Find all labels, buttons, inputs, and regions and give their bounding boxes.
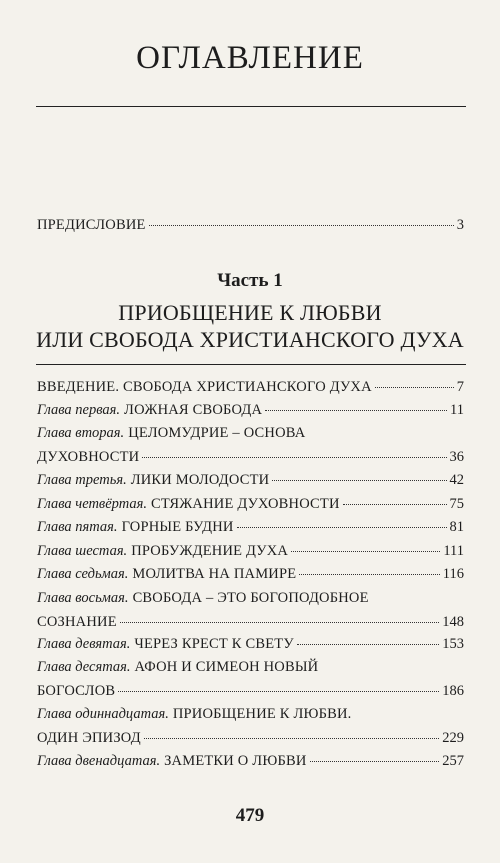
leader-dots — [120, 622, 440, 623]
entry-chapter: Глава одиннадцатая. — [37, 706, 169, 722]
toc-entry — [37, 378, 464, 396]
entry-chapter: Глава шестая. — [37, 543, 128, 559]
leader-dots — [291, 551, 440, 552]
entry-page: 116 — [442, 566, 464, 582]
toc-entry — [37, 495, 464, 513]
toc-heading: ОГЛАВЛЕНИЕ — [136, 40, 364, 76]
leader-dots — [149, 225, 454, 226]
entry-chapter: Глава двенадцатая. — [37, 753, 161, 769]
part-rule — [36, 364, 466, 365]
toc-entry — [37, 565, 464, 583]
entry-page: 148 — [442, 614, 464, 630]
entry-page: 257 — [442, 753, 464, 769]
entry-page: 11 — [450, 402, 464, 418]
leader-dots — [142, 457, 446, 458]
entry-chapter: Глава первая. — [37, 402, 121, 418]
leader-dots — [118, 691, 439, 692]
leader-dots — [310, 761, 440, 762]
entry-chapter: Глава восьмая. — [37, 590, 129, 606]
entry-page: 36 — [449, 449, 464, 465]
entry-chapter: Глава третья. — [37, 472, 127, 488]
entry-title: ЧЕРЕЗ КРЕСТ К СВЕТУ — [134, 636, 294, 652]
entry-chapter: Глава девятая. — [37, 636, 131, 652]
part-title-line-1: ПРИОБЩЕНИЕ К ЛЮБВИ — [118, 300, 382, 325]
part-title-line-2: ИЛИ СВОБОДА ХРИСТИАНСКОГО ДУХА — [36, 327, 464, 352]
entry-title: ПРИОБЩЕНИЕ К ЛЮБВИ. — [172, 706, 352, 722]
leader-dots — [343, 504, 447, 505]
toc-entry — [37, 752, 464, 770]
entry-chapter: Глава седьмая. — [37, 566, 129, 582]
entry-title: СВОБОДА – ЭТО БОГОПОДОБНОЕ — [132, 590, 369, 606]
toc-entry — [37, 705, 464, 747]
entry-page: 153 — [442, 636, 464, 652]
entry-title: ВВЕДЕНИЕ. СВОБОДА ХРИСТИАНСКОГО ДУХА — [37, 379, 372, 395]
entry-page: 186 — [442, 683, 464, 699]
entry-chapter: Глава пятая. — [37, 519, 118, 535]
entry-title: АФОН И СИМЕОН НОВЫЙ — [134, 659, 319, 675]
entry-title-continued: СОЗНАНИЕ — [37, 614, 117, 630]
leader-dots — [272, 480, 446, 481]
leader-dots — [297, 644, 439, 645]
entry-chapter: Глава четвёртая. — [37, 496, 147, 512]
entry-chapter: Глава вторая. — [37, 425, 125, 441]
leader-dots — [375, 387, 454, 388]
entry-page: 7 — [456, 379, 464, 395]
entry-page: 3 — [456, 217, 464, 233]
leader-dots — [299, 574, 440, 575]
toc-entry — [37, 471, 464, 489]
entry-title: ЛИКИ МОЛОДОСТИ — [130, 472, 270, 488]
toc-entry — [37, 542, 464, 560]
entry-title: СТЯЖАНИЕ ДУХОВНОСТИ — [150, 496, 340, 512]
entry-title-continued: ОДИН ЭПИЗОД — [37, 730, 141, 746]
toc-entry — [37, 658, 464, 700]
toc-entry — [37, 401, 464, 419]
entry-page: 75 — [449, 496, 464, 512]
entry-title: ПРОБУЖДЕНИЕ ДУХА — [131, 543, 289, 559]
entry-page: 111 — [443, 543, 464, 559]
entry-page: 229 — [442, 730, 464, 746]
entry-page: 81 — [449, 519, 464, 535]
entry-title: ЗАМЕТКИ О ЛЮБВИ — [164, 753, 307, 769]
toc-entry — [37, 635, 464, 653]
page-number: 479 — [235, 805, 265, 826]
part-label: Часть 1 — [217, 270, 283, 291]
entry-chapter: Глава десятая. — [37, 659, 131, 675]
entry-title: ЦЕЛОМУДРИЕ – ОСНОВА — [128, 425, 306, 441]
leader-dots — [144, 738, 439, 739]
leader-dots — [265, 410, 447, 411]
top-rule — [36, 106, 466, 107]
entry-page: 42 — [449, 472, 464, 488]
toc-entry-preface — [37, 216, 464, 234]
toc-entry — [37, 424, 464, 466]
entry-title: ЛОЖНАЯ СВОБОДА — [124, 402, 263, 418]
entry-title-continued: ДУХОВНОСТИ — [37, 449, 140, 465]
entry-title: ПРЕДИСЛОВИЕ — [37, 217, 146, 233]
leader-dots — [237, 527, 447, 528]
entry-title-continued: БОГОСЛОВ — [37, 683, 116, 699]
entry-title: ГОРНЫЕ БУДНИ — [121, 519, 234, 535]
entry-title: МОЛИТВА НА ПАМИРЕ — [132, 566, 297, 582]
toc-entry — [37, 589, 464, 631]
toc-entry — [37, 518, 464, 536]
